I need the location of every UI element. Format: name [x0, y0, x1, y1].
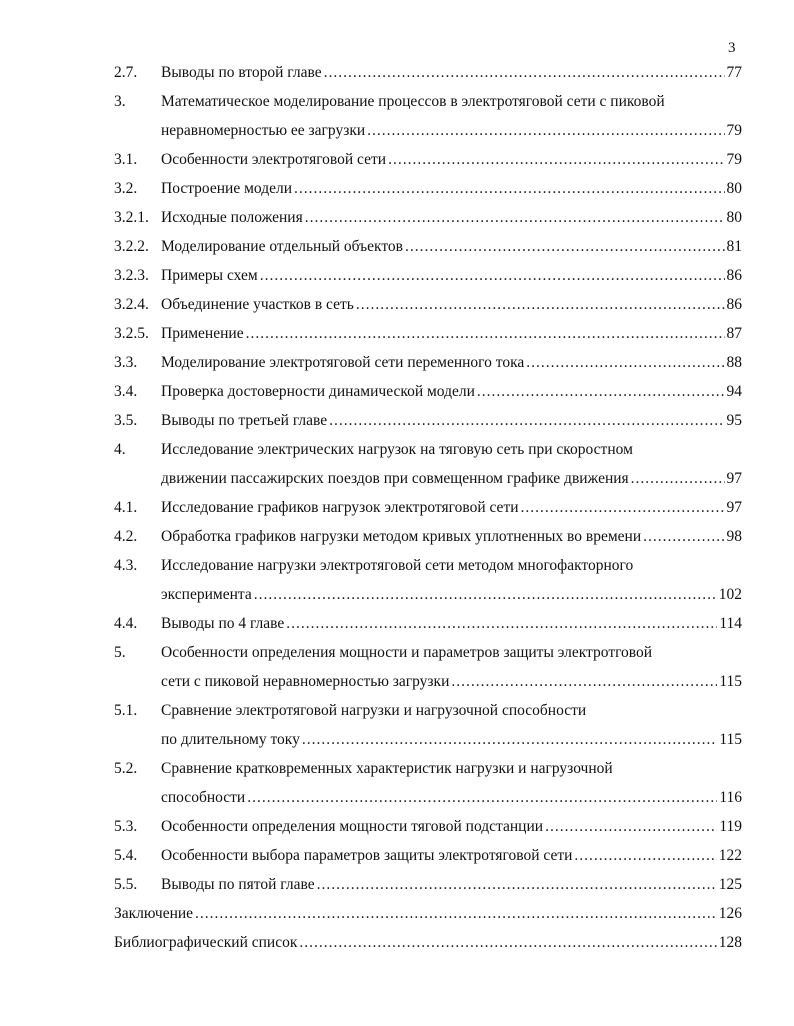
dot-leader — [305, 203, 725, 232]
dot-leader — [451, 667, 717, 696]
toc-entry-title: Моделирование отдельный объектов — [161, 238, 404, 255]
toc-line — [114, 493, 742, 522]
toc-entry-page: 97 — [726, 499, 742, 516]
toc-entry — [114, 928, 742, 957]
toc-entry — [114, 145, 742, 174]
toc-entry-title: Сравнение электротяговой нагрузки и нагрузочной способности — [161, 702, 587, 719]
toc-entry-title: Примеры схем — [161, 267, 258, 284]
dot-leader — [545, 812, 717, 841]
toc-entry-title: сети с пиковой неравномерностью загрузки — [161, 673, 450, 690]
toc-entry-title: Проверка достоверности динамической модели — [161, 383, 475, 400]
toc-entry-page: 126 — [718, 905, 742, 922]
toc-entry — [114, 899, 742, 928]
toc-entry-title: Особенности электротяговой сети — [161, 151, 387, 168]
toc-entry-page: 128 — [718, 934, 742, 951]
page-number: 3 — [728, 40, 736, 56]
toc-line — [114, 377, 742, 406]
toc-entry-title: Объединение участков в сеть — [161, 296, 354, 313]
dot-leader — [574, 841, 716, 870]
toc-line — [114, 754, 742, 783]
toc-entry-page: 125 — [718, 876, 742, 893]
toc-entry-title: Применение — [161, 325, 244, 342]
toc-entry — [114, 319, 742, 348]
toc-entry-page: 122 — [718, 847, 742, 864]
toc-entry — [114, 493, 742, 522]
toc-entry — [114, 290, 742, 319]
toc-entry-title: Выводы по 4 главе — [161, 615, 285, 632]
toc-entry-page: 81 — [726, 238, 742, 255]
toc-entry-number: 3.5. — [114, 412, 138, 429]
toc-entry-page: 87 — [726, 325, 742, 342]
toc-entry-number: 5.4. — [114, 847, 138, 864]
toc-line — [114, 812, 742, 841]
toc-entry-number: 3.2.4. — [114, 296, 149, 313]
toc-entry-number: 3.4. — [114, 383, 138, 400]
toc-entry-page: 98 — [726, 528, 742, 545]
toc-line — [114, 232, 742, 261]
dot-leader — [367, 116, 724, 145]
toc-line — [114, 290, 742, 319]
toc-line — [114, 725, 742, 754]
toc-entry-title: Библиографический список — [114, 934, 298, 951]
toc-entry — [114, 841, 742, 870]
toc-entry — [114, 435, 742, 493]
toc-entry-title: Выводы по третьей главе — [161, 412, 328, 429]
dot-leader — [521, 493, 725, 522]
dot-leader — [286, 609, 717, 638]
toc-line — [114, 841, 742, 870]
toc-entry-number: 4.3. — [114, 557, 138, 574]
toc-entry-page: 88 — [726, 354, 742, 371]
toc-entry-number: 2.7. — [114, 64, 138, 81]
toc-entry — [114, 87, 742, 145]
toc-entry-page: 86 — [726, 267, 742, 284]
dot-leader — [195, 899, 717, 928]
toc-entry-page: 115 — [719, 731, 742, 748]
toc-entry-number: 3.2.2. — [114, 238, 149, 255]
dot-leader — [329, 406, 724, 435]
toc-entry-number: 5.3. — [114, 818, 138, 835]
toc-entry-number: 4.1. — [114, 499, 138, 516]
toc-line — [114, 261, 742, 290]
toc-entry-page: 115 — [719, 673, 742, 690]
toc-entry-number: 3.2.3. — [114, 267, 149, 284]
dot-leader — [388, 145, 724, 174]
toc-entry-title: по длительному току — [161, 731, 300, 748]
toc-entry — [114, 58, 742, 87]
toc-entry — [114, 609, 742, 638]
dot-leader — [299, 928, 716, 957]
toc-entry-page: 79 — [726, 122, 742, 139]
toc-entry-number: 3.1. — [114, 151, 138, 168]
toc-line — [114, 464, 742, 493]
toc-entry-number: 4.4. — [114, 615, 138, 632]
toc-entry-title: Особенности определения мощности и параметров защиты электротговой — [161, 644, 653, 661]
dot-leader — [526, 348, 724, 377]
toc-line — [114, 319, 742, 348]
dot-leader — [405, 232, 724, 261]
toc-line — [114, 87, 742, 116]
toc-line — [114, 899, 742, 928]
table-of-contents — [114, 58, 742, 957]
dot-leader — [294, 174, 725, 203]
toc-entry-title: способности — [161, 789, 246, 806]
toc-entry — [114, 551, 742, 609]
toc-entry-title: эксперимента — [161, 586, 252, 603]
toc-entry-page: 114 — [719, 615, 742, 632]
toc-line — [114, 203, 742, 232]
toc-entry-title: Выводы по второй главе — [161, 64, 322, 81]
toc-entry — [114, 870, 742, 899]
toc-entry-title: Заключение — [114, 905, 194, 922]
dot-leader — [260, 261, 725, 290]
toc-entry-page: 116 — [719, 789, 742, 806]
toc-entry-number: 3. — [114, 93, 126, 110]
toc-line — [114, 638, 742, 667]
toc-entry-page: 95 — [726, 412, 742, 429]
toc-entry-number: 4.2. — [114, 528, 138, 545]
toc-entry-page: 102 — [718, 586, 742, 603]
dot-leader — [631, 464, 725, 493]
toc-line — [114, 551, 742, 580]
toc-line — [114, 580, 742, 609]
toc-entry-title: Исследование электрических нагрузок на тяговую сеть при скоростном — [161, 441, 633, 458]
dot-leader — [317, 870, 717, 899]
toc-entry-page: 77 — [726, 64, 742, 81]
toc-entry-title: Исследование нагрузки электротяговой сети методом многофакторного — [161, 557, 634, 574]
toc-entry-title: Особенности определения мощности тяговой подстанции — [161, 818, 544, 835]
toc-entry-number: 5. — [114, 644, 126, 661]
toc-entry-title: Математическое моделирование процессов в электротяговой сети с пиковой — [161, 93, 665, 110]
toc-entry — [114, 754, 742, 812]
toc-line — [114, 435, 742, 464]
toc-entry-title: Обработка графиков нагрузки методом кривых уплотненных во времени — [161, 528, 642, 545]
toc-entry — [114, 174, 742, 203]
toc-entry-page: 119 — [719, 818, 742, 835]
toc-line — [114, 783, 742, 812]
toc-line — [114, 174, 742, 203]
toc-entry — [114, 348, 742, 377]
toc-line — [114, 928, 742, 957]
toc-entry-number: 3.3. — [114, 354, 138, 371]
toc-entry-title: движении пассажирских поездов при совмещенном графике движения — [161, 470, 629, 487]
toc-entry-title: Исходные положения — [161, 209, 303, 226]
toc-entry-title: неравномерностью ее загрузки — [161, 122, 366, 139]
toc-entry-title: Сравнение кратковременных характеристик нагрузки и нагрузочной — [161, 760, 613, 777]
toc-entry-page: 97 — [726, 470, 742, 487]
toc-entry — [114, 638, 742, 696]
toc-entry — [114, 406, 742, 435]
toc-entry-number: 3.2.1. — [114, 209, 149, 226]
toc-entry-page: 80 — [726, 209, 742, 226]
toc-line — [114, 667, 742, 696]
toc-entry-number: 5.1. — [114, 702, 138, 719]
toc-line — [114, 696, 742, 725]
toc-entry — [114, 377, 742, 406]
dot-leader — [477, 377, 725, 406]
toc-line — [114, 522, 742, 551]
toc-line — [114, 116, 742, 145]
toc-entry — [114, 696, 742, 754]
toc-entry — [114, 522, 742, 551]
toc-entry-number: 3.2.5. — [114, 325, 149, 342]
toc-entry — [114, 812, 742, 841]
toc-entry — [114, 261, 742, 290]
toc-entry-number: 5.5. — [114, 876, 138, 893]
toc-entry — [114, 232, 742, 261]
toc-line — [114, 609, 742, 638]
toc-line — [114, 870, 742, 899]
toc-entry-number: 3.2. — [114, 180, 138, 197]
toc-line — [114, 58, 742, 87]
dot-leader — [246, 319, 725, 348]
dot-leader — [324, 58, 725, 87]
dot-leader — [302, 725, 717, 754]
toc-entry-page: 80 — [726, 180, 742, 197]
toc-entry-title: Особенности выбора параметров защиты электротяговой сети — [161, 847, 573, 864]
toc-entry — [114, 203, 742, 232]
toc-entry-number: 5.2. — [114, 760, 138, 777]
toc-line — [114, 348, 742, 377]
toc-entry-page: 86 — [726, 296, 742, 313]
dot-leader — [254, 580, 717, 609]
dot-leader — [643, 522, 724, 551]
toc-entry-number: 4. — [114, 441, 126, 458]
dot-leader — [356, 290, 725, 319]
toc-entry-title: Моделирование электротяговой сети переменного тока — [161, 354, 525, 371]
toc-line — [114, 406, 742, 435]
dot-leader — [247, 783, 717, 812]
toc-entry-title: Исследование графиков нагрузок электротяговой сети — [161, 499, 519, 516]
toc-entry-title: Построение модели — [161, 180, 292, 197]
toc-entry-page: 94 — [726, 383, 742, 400]
toc-line — [114, 145, 742, 174]
toc-entry-title: Выводы по пятой главе — [161, 876, 315, 893]
toc-entry-page: 79 — [726, 151, 742, 168]
